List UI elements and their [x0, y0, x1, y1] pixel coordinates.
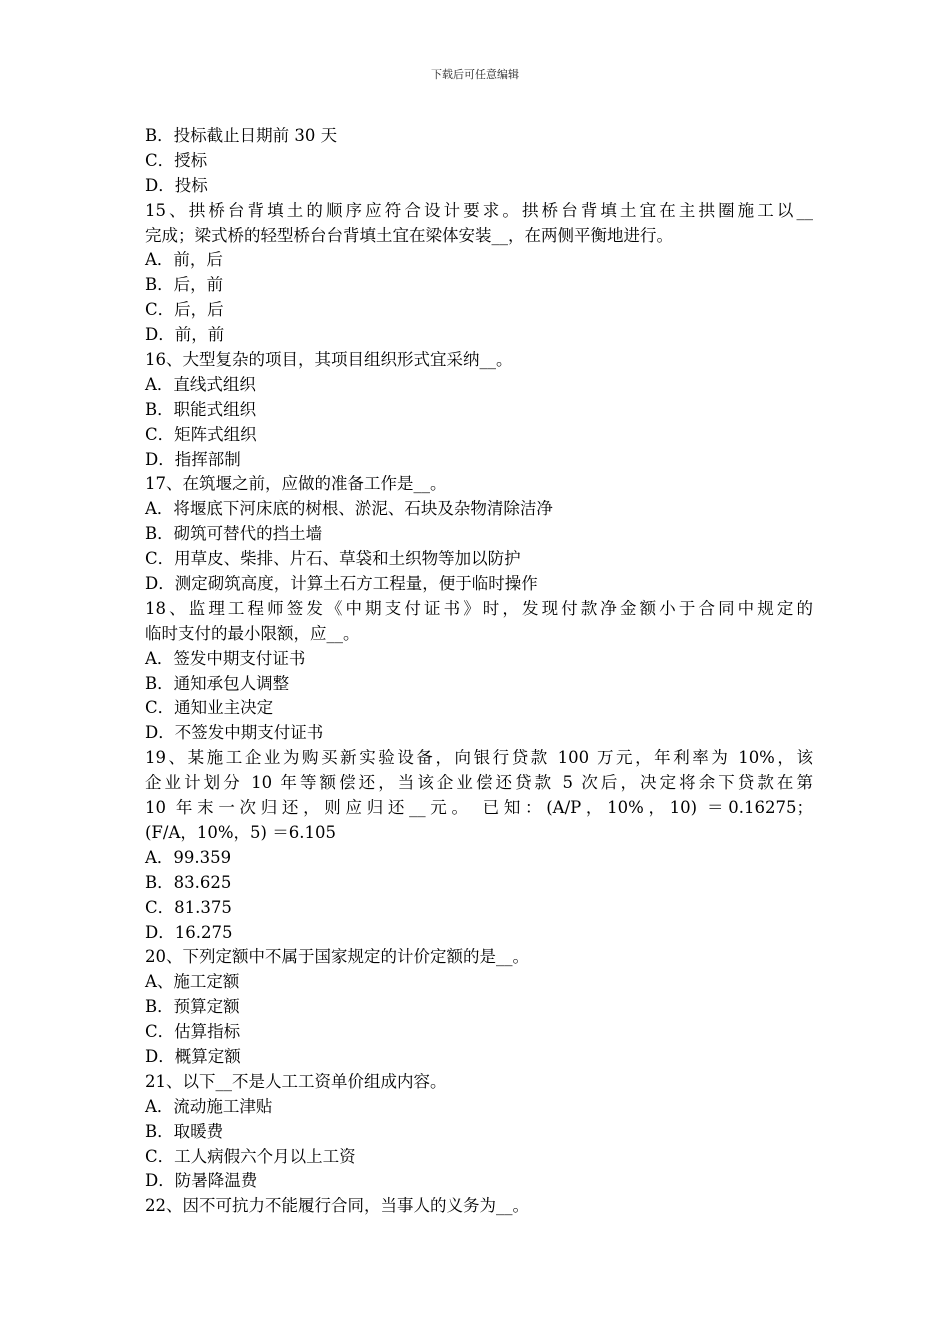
option-line: D．前，前	[145, 325, 225, 345]
option-line: C．估算指标	[145, 1022, 241, 1042]
option-line: D．指挥部制	[145, 449, 241, 469]
question-line: 21、以下__不是人工工资单价组成内容。	[145, 1071, 447, 1091]
document-body	[145, 124, 813, 1219]
option-line: B．预算定额	[145, 997, 240, 1017]
option-line: C．工人病假六个月以上工资	[145, 1146, 356, 1166]
option-line: B．取暖费	[145, 1121, 224, 1141]
option-line: B．砌筑可替代的挡土墙	[145, 524, 323, 544]
option-line: A．将堰底下河床底的树根、淤泥、石块及杂物清除洁净	[145, 499, 553, 519]
question-line: 10 年末一次归还，则应归还__元。 已知：(A/P，10%，10) ＝0.16275；	[145, 798, 813, 818]
option-line: A．前，后	[145, 250, 223, 270]
option-line: C．用草皮、柴排、片石、草袋和土织物等加以防护	[145, 549, 521, 569]
option-line: A．流动施工津贴	[145, 1096, 273, 1116]
question-line: 临时支付的最小限额，应__。	[145, 623, 360, 643]
question-line: 17、在筑堰之前，应做的准备工作是__。	[145, 474, 447, 494]
question-line: 16、大型复杂的项目，其项目组织形式宜采纳__。	[145, 350, 513, 370]
option-line: C．通知业主决定	[145, 698, 274, 718]
question-line: 完成；梁式桥的轻型桥台台背填土宜在梁体安装__，在两侧平衡地进行。	[145, 225, 673, 245]
option-line: B．83.625	[145, 872, 232, 892]
option-line: C．矩阵式组织	[145, 424, 257, 444]
option-line: D．防暑降温费	[145, 1171, 258, 1191]
option-line: D．概算定额	[145, 1046, 241, 1066]
question-line: 企业计划分 10 年等额偿还，当该企业偿还贷款 5 次后，决定将余下贷款在第	[145, 773, 813, 793]
option-line: A．签发中期支付证书	[145, 648, 306, 668]
option-line: C．后，后	[145, 300, 224, 320]
option-line: C．授标	[145, 150, 208, 170]
option-line: D．16.275	[145, 922, 233, 942]
question-line: 20、下列定额中不属于国家规定的计价定额的是__。	[145, 947, 529, 967]
question-line: 15、拱桥台背填土的顺序应符合设计要求。拱桥台背填土宜在主拱圈施工以__	[145, 200, 813, 220]
option-line: B．投标截止日期前 30 天	[145, 126, 338, 145]
option-line: D．投标	[145, 175, 208, 195]
option-line: B．后，前	[145, 275, 224, 295]
option-line: D．测定砌筑高度，计算土石方工程量，便于临时操作	[145, 574, 538, 594]
option-line: B．通知承包人调整	[145, 673, 290, 693]
option-line: A．99.359	[145, 847, 232, 867]
question-line: 19、某施工企业为购买新实验设备，向银行贷款 100 万元，年利率为 10%，该	[145, 748, 813, 768]
option-line: D．不签发中期支付证书	[145, 723, 324, 743]
option-line: C．81.375	[145, 897, 232, 917]
option-line: A．直线式组织	[145, 374, 256, 394]
question-line: 18、监理工程师签发《中期支付证书》时，发现付款净金额小于合同中规定的	[145, 598, 813, 618]
option-line: A、施工定额	[145, 972, 240, 992]
page-header: 下载后可任意编辑	[431, 68, 519, 81]
option-line: B．职能式组织	[145, 399, 257, 419]
question-line: 22、因不可抗力不能履行合同，当事人的义务为__。	[145, 1196, 529, 1216]
question-line: (F/A，10%，5) ＝6.105	[145, 822, 336, 842]
